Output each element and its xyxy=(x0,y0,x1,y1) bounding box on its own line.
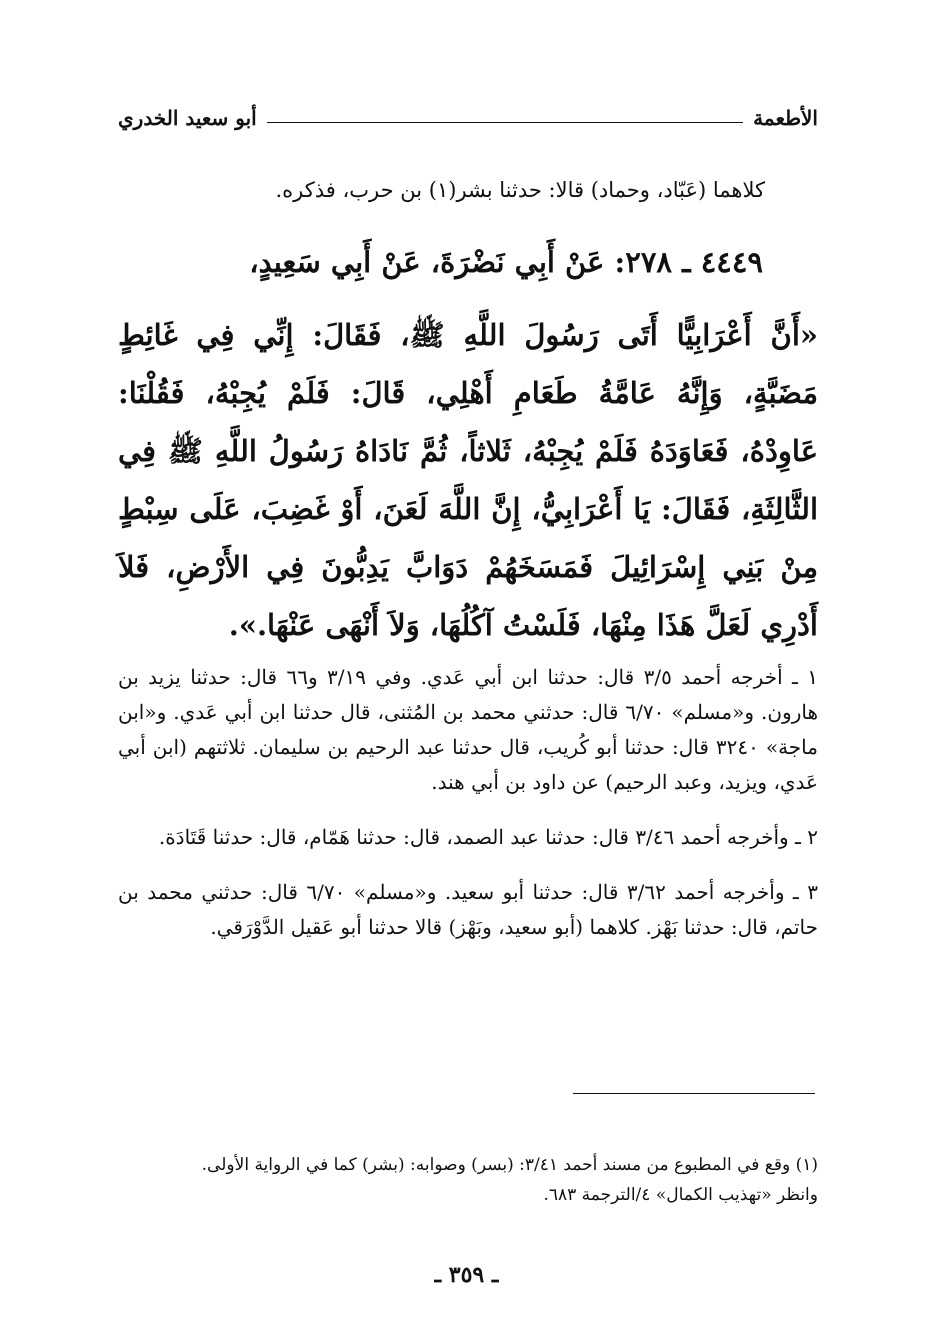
takhrij-item-3: ٣ ـ وأخرجه أحمد ٣/٦٢ قال: حدثنا أبو سعيد. و«مسلم» ٦/٧٠ قال: حدثني محمد بن حاتم، قال: حدثنا بَهْز. كلاهما (أبو سعيد، وبَهْز) قالا حدثنا أبو عَقيل الدَّوْرَقي. xyxy=(118,880,819,939)
section-title: أبو سعيد الخدري xyxy=(118,106,257,130)
footnote-line-2: وانظر «تهذيب الكمال» ٤/الترجمة ٦٨٣. xyxy=(543,1185,818,1205)
takhrij-item-2: ٢ ـ وأخرجه أحمد ٣/٤٦ قال: حدثنا عبد الصمد، قال: حدثنا هَمّام، قال: حدثنا قَتَادَة. xyxy=(158,825,818,849)
takhrij-section xyxy=(118,660,818,965)
footnote xyxy=(118,1150,818,1210)
footnote-rule xyxy=(573,1093,815,1094)
chapter-title: الأطعمة xyxy=(753,106,818,130)
running-head xyxy=(118,100,818,130)
hadith-text: «أَنَّ أَعْرَابِيًّا أَتَى رَسُولَ اللَّهِ ﷺ، فَقَالَ: إِنِّي فِي غَائِطٍ مَضَبَّةٍ، وَإِنَّهُ عَامَّةُ طَعَامِ أَهْلِي، قَالَ: فَلَمْ يُجِبْهُ، فَقُلْنَا: عَاوِدْهُ، فَعَاوَدَهُ فَلَمْ يُجِبْهُ، ثَلاثاً، ثُمَّ نَادَاهُ رَسُولُ اللَّهِ ﷺ فِي الثَّالِثَةِ، فَقَالَ: يَا أَعْرَابِيُّ، إِنَّ اللَّهَ لَعَنَ، أَوْ غَضِبَ، عَلَى سِبْطٍ مِنْ بَنِي إِسْرَائِيلَ فَمَسَخَهُمْ دَوَابَّ يَدِبُّونَ فِي الأَرْضِ، فَلاَ أَدْرِي لَعَلَّ هَذَا مِنْهَا، فَلَسْتُ آكُلُهَا، وَلاَ أَنْهَى عَنْهَا.». xyxy=(118,318,818,642)
footnote-line-1: (١) وقع في المطبوع من مسند أحمد ٣/٤١: (بسر) وصوابه: (بشر) كما في الرواية الأولى. xyxy=(201,1155,818,1175)
page-number: ـ ٣٥٩ ـ xyxy=(434,1262,499,1288)
intro-line: كلاهما (عَبّاد، وحماد) قالا: حدثنا بشر(١) بن حرب، فذكره. xyxy=(275,178,765,202)
hadith-heading: ٤٤٤٩ ـ ٢٧٨: عَنْ أَبِي نَضْرَةَ، عَنْ أَبِي سَعِيدٍ، xyxy=(249,245,763,279)
takhrij-item-1: ١ ـ أخرجه أحمد ٣/٥ قال: حدثنا ابن أبي عَدي. وفي ٣/١٩ و٦٦ قال: حدثنا يزيد بن هارون. و«مسلم» ٦/٧٠ قال: حدثني محمد بن المُثنى، قال حدثنا ابن أبي عَدي. و«ابن ماجة» ٣٢٤٠ قال: حدثنا أبو كُريب، قال حدثنا عبد الرحيم بن سليمان. ثلاثتهم (ابن أبي عَدي، ويزيد، وعبد الرحيم) عن داود بن أبي هند. xyxy=(118,665,819,794)
header-rule xyxy=(267,122,743,123)
